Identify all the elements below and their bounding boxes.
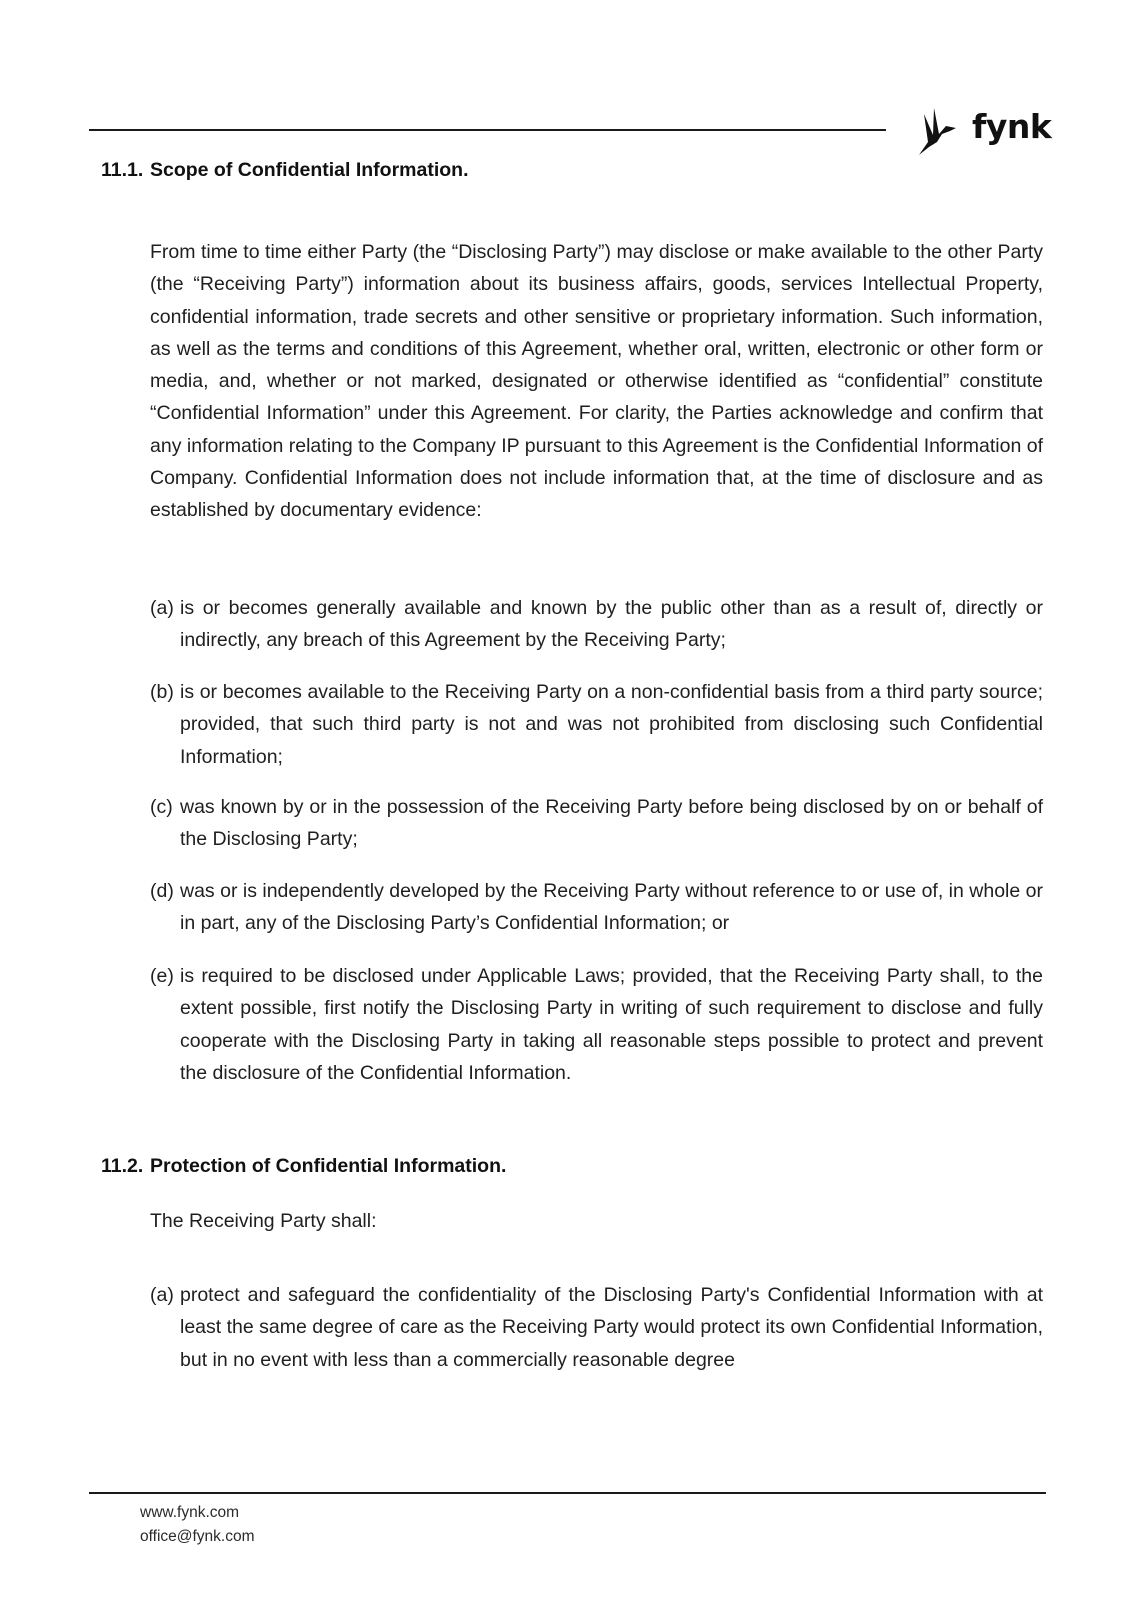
section-title: Protection of Confidential Information.: [150, 1155, 507, 1177]
section-number: 11.1.: [101, 159, 144, 181]
list-marker: (b): [150, 681, 174, 703]
list-item: [150, 960, 1043, 1089]
footer-website: www.fynk.com: [140, 1504, 240, 1521]
list-item: [150, 1279, 1043, 1376]
list-item: [150, 592, 1043, 657]
header-divider: [89, 129, 886, 131]
list-item-text: is or becomes available to the Receiving Party on a non-confidential basis from a third party source; provided, that such third party is not and was not prohibited from disclosing such Confidential Information;: [180, 681, 1043, 768]
list-item-text: is required to be disclosed under Applicable Laws; provided, that the Receiving Party shall, to the extent possible, first notify the Disclosing Party in writing of such requirement to disclose and fully cooperate with the Disclosing Party in taking all reasonable steps possible to protect and prevent the disclosure of the Confidential Information.: [180, 965, 1043, 1084]
list-item: [150, 875, 1043, 940]
list-marker: (a): [150, 1284, 174, 1306]
section-heading-11-2: [101, 1152, 506, 1180]
list-item-text: protect and safeguard the confidentiality of the Disclosing Party's Confidential Information with at least the same degree of care as the Receiving Party would protect its own Confidential Information, but in no event with less than a commercially reasonable degree: [180, 1284, 1043, 1371]
section-intro-paragraph: The Receiving Party shall:: [150, 1210, 377, 1232]
list-item-text: was known by or in the possession of the Receiving Party before being disclosed by on or behalf of the Disclosing Party;: [180, 796, 1043, 851]
list-marker: (e): [150, 965, 174, 987]
footer-divider: [89, 1492, 1046, 1494]
list-item: [150, 791, 1043, 856]
list-marker: (d): [150, 880, 174, 902]
list-item-text: is or becomes generally available and known by the public other than as a result of, directly or indirectly, any breach of this Agreement by the Receiving Party;: [180, 597, 1043, 652]
bird-icon: [915, 104, 967, 158]
section-number: 11.2.: [101, 1155, 144, 1177]
brand-name: fynk: [972, 107, 1052, 146]
list-item-text: was or is independently developed by the Receiving Party without reference to or use of, in whole or in part, any of the Disclosing Party’s Confidential Information; or: [180, 880, 1043, 935]
section-intro-paragraph: From time to time either Party (the “Disclosing Party”) may disclose or make available to the other Party (the “Receiving Party”) information about its business affairs, goods, services Intellectual Property, confidential information, trade secrets and other sensitive or proprietary information. Such information, as well as the terms and conditions of this Agreement, whether oral, written, electronic or other form or media, and, whether or not marked, designated or otherwise identified as “confidential” constitute “Confidential Information” under this Agreement. For clarity, the Parties acknowledge and confirm that any information relating to the Company IP pursuant to this Agreement is the Confidential Information of Company. Confidential Information does not include information that, at the time of disclosure and as established by documentary evidence:: [150, 241, 1043, 522]
footer-email: office@fynk.com: [140, 1528, 255, 1545]
fynk-logo: [915, 104, 1052, 158]
list-item: [150, 676, 1043, 773]
list-marker: (a): [150, 597, 174, 619]
section-heading-11-1: [101, 156, 469, 184]
section-title: Scope of Confidential Information.: [150, 159, 469, 181]
list-marker: (c): [150, 796, 173, 818]
